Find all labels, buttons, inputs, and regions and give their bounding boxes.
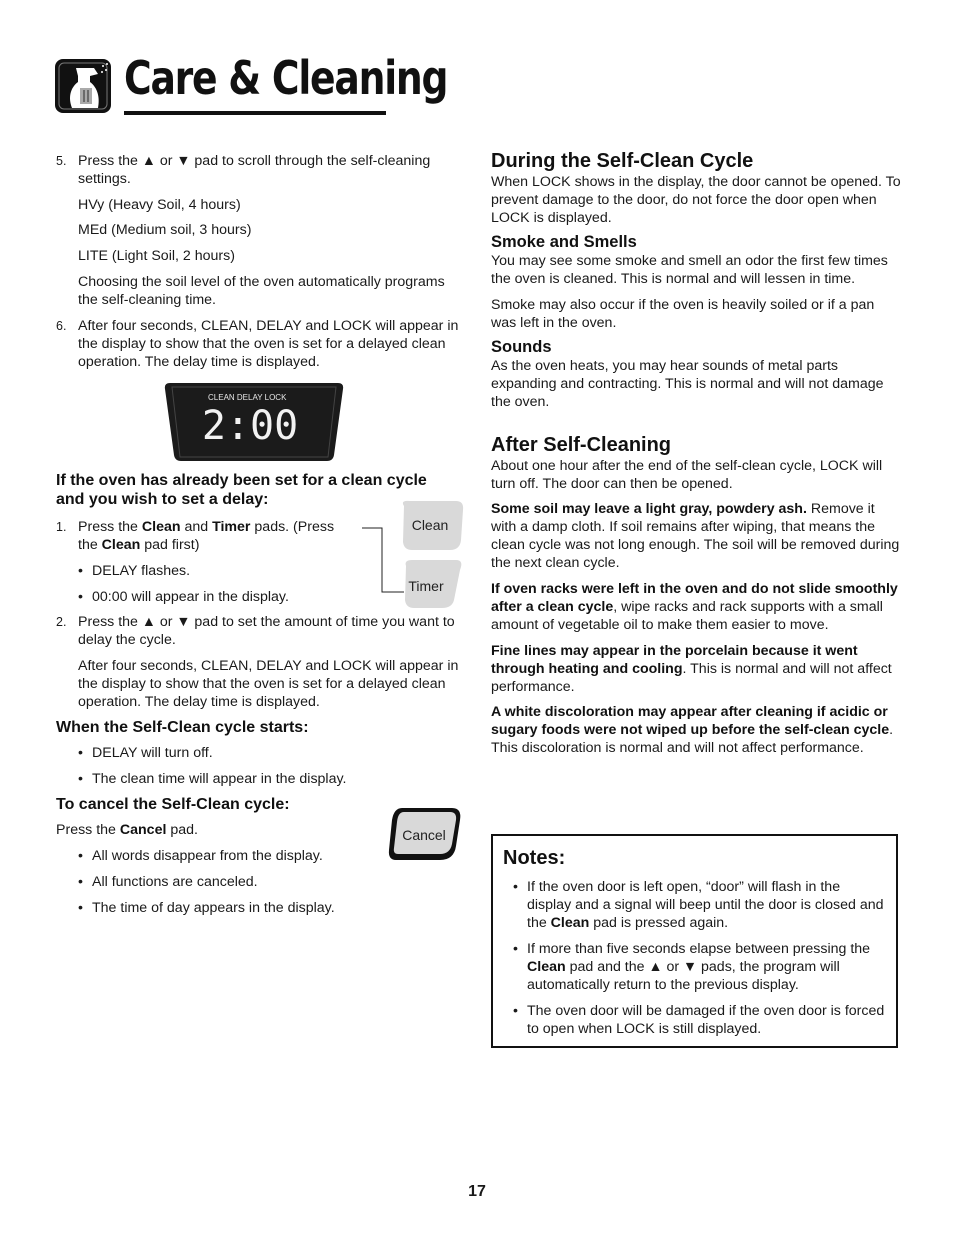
starts-bullet-1: • DELAY will turn off. — [56, 744, 464, 762]
title-underline — [124, 111, 386, 115]
delay-step-2-after: After four seconds, CLEAN, DELAY and LOCK will appear in the display to show that the oven is set for a delayed clean operation. The delay time is displayed. — [78, 658, 459, 710]
smoke-text-1: You may see some smoke and smell an odor the first few times the oven is cleaned. This is normal and will lessen in time. — [491, 253, 888, 287]
delay-section: If the oven has already been set for a clean cycle and you wish to set a delay: 1. Press the Clean and Timer pads. (Press the Clean pad first) • DELAY flashes. • 00:00 will appear in the display. 2. Press the ▲ or ▼ pad to set the amount of time you want to delay the cycle. After four seconds, CLEAN, DELAY and LOCK will appear in the display to show that the oven is set for a delayed clean operation. The delay time is displayed. When the Self-Clean cycle starts: • DELAY will turn off. • The clean time will appear in the display. To cancel the Self-Clean cycle: Press the Cancel pad. • All words disappear from the display. • All functions are canceled. • The time of day appears in the display. — [56, 471, 464, 917]
step-5: 5. Press the ▲ or ▼ pad to scroll through the self-cleaning settings. — [56, 153, 431, 187]
notes-heading: Notes: — [503, 847, 566, 869]
right-column — [491, 149, 901, 757]
step-6: 6. After four seconds, CLEAN, DELAY and LOCK will appear in the display to show that the oven is set for a delayed clean operation. The delay time is displayed. — [56, 318, 459, 370]
spray-bottle-icon — [54, 58, 112, 114]
clean-timer-pads — [360, 500, 466, 612]
delay-bullet-display: • 00:00 will appear in the display. — [56, 588, 464, 606]
after-heading: After Self-Cleaning — [491, 434, 672, 456]
cancel-bullet-2: • All functions are canceled. — [56, 873, 464, 891]
up-arrow-icon: ▲ — [141, 614, 156, 630]
delay-bullet-flashes: • DELAY flashes. — [56, 562, 464, 580]
smoke-text-2: Smoke may also occur if the oven is heavily soiled or if a pan was left in the oven. — [491, 297, 875, 331]
notes-box — [491, 834, 898, 1048]
cancel-heading: To cancel the Self-Clean cycle: — [56, 796, 290, 813]
cancel-bullet-3: • The time of day appears in the display. — [56, 899, 464, 917]
cancel-instruction: Press the Cancel pad. — [56, 822, 198, 838]
starts-bullet-2: • The clean time will appear in the display. — [56, 770, 464, 788]
sounds-heading: Sounds — [491, 338, 552, 356]
up-arrow-icon: ▲ — [141, 153, 156, 169]
up-arrow-icon: ▲ — [648, 959, 663, 975]
smoke-heading: Smoke and Smells — [491, 233, 637, 251]
sounds-text: As the oven heats, you may hear sounds of metal parts expanding and contracting. This is normal and will not damage the oven. — [491, 358, 884, 410]
after-para-2: If oven racks were left in the oven and do not slide smoothly after a clean cycle, wipe racks and rack supports with a small amount of vegetable oil to make them easier to move. — [491, 581, 898, 633]
down-arrow-icon: ▼ — [683, 959, 698, 975]
during-text: When LOCK shows in the display, the door cannot be opened. To prevent damage to the door, do not force the door open when LOCK is displayed. — [491, 174, 901, 226]
delay-step-1: 1. Press the Clean and Timer pads. (Press the Clean pad first) — [56, 519, 335, 553]
cancel-pad — [386, 806, 464, 862]
cancel-pad-label: Cancel — [402, 827, 446, 843]
left-column — [56, 152, 464, 371]
note-3: • The oven door will be damaged if the oven door is forced to open when LOCK is still displayed. — [503, 1002, 888, 1038]
after-para-3: Fine lines may appear in the porcelain because it went through heating and cooling. This is normal and will not affect performance. — [491, 643, 892, 695]
soil-heavy: HVy (Heavy Soil, 4 hours) — [78, 197, 241, 213]
down-arrow-icon: ▼ — [176, 614, 191, 630]
note-1: • If the oven door is left open, “door” will flash in the display and a signal will beep until the door is closed and the Clean pad is pressed again. — [503, 878, 888, 932]
oven-display — [164, 383, 344, 461]
during-heading: During the Self-Clean Cycle — [491, 150, 754, 172]
timer-pad-label: Timer — [408, 578, 444, 594]
soil-light: LITE (Light Soil, 2 hours) — [78, 248, 235, 264]
soil-medium: MEd (Medium soil, 3 hours) — [78, 222, 252, 238]
after-para-1: Some soil may leave a light gray, powdery ash. Remove it with a damp cloth. If soil remains after wiping, that means the clean cycle was not long enough. The soil will be removed during the next clean cycle. — [491, 501, 900, 571]
after-text: About one hour after the end of the self-clean cycle, LOCK will turn off. The door can then be opened. — [491, 458, 883, 492]
page-number: 17 — [468, 1183, 486, 1200]
after-para-4: A white discoloration may appear after cleaning if acidic or sugary foods were not wiped up before the self-clean cycle. This discoloration is normal and will not affect performance. — [491, 704, 894, 756]
display-time: 2:00 — [201, 403, 299, 449]
cancel-bullet-1: • All words disappear from the display. — [56, 847, 464, 865]
clean-pad-label: Clean — [411, 517, 449, 533]
page-title: Care & Cleaning — [124, 51, 448, 105]
display-labels: CLEAN DELAY LOCK — [208, 393, 287, 402]
starts-heading: When the Self-Clean cycle starts: — [56, 719, 309, 736]
down-arrow-icon: ▼ — [176, 153, 191, 169]
soil-note: Choosing the soil level of the oven automatically programs the self-cleaning time. — [78, 274, 445, 308]
delay-step-2: 2. Press the ▲ or ▼ pad to set the amount of time you want to delay the cycle. — [56, 614, 455, 648]
note-2: • If more than five seconds elapse between pressing the Clean pad and the ▲ or ▼ pads, the program will automatically return to the previous display. — [503, 940, 888, 994]
